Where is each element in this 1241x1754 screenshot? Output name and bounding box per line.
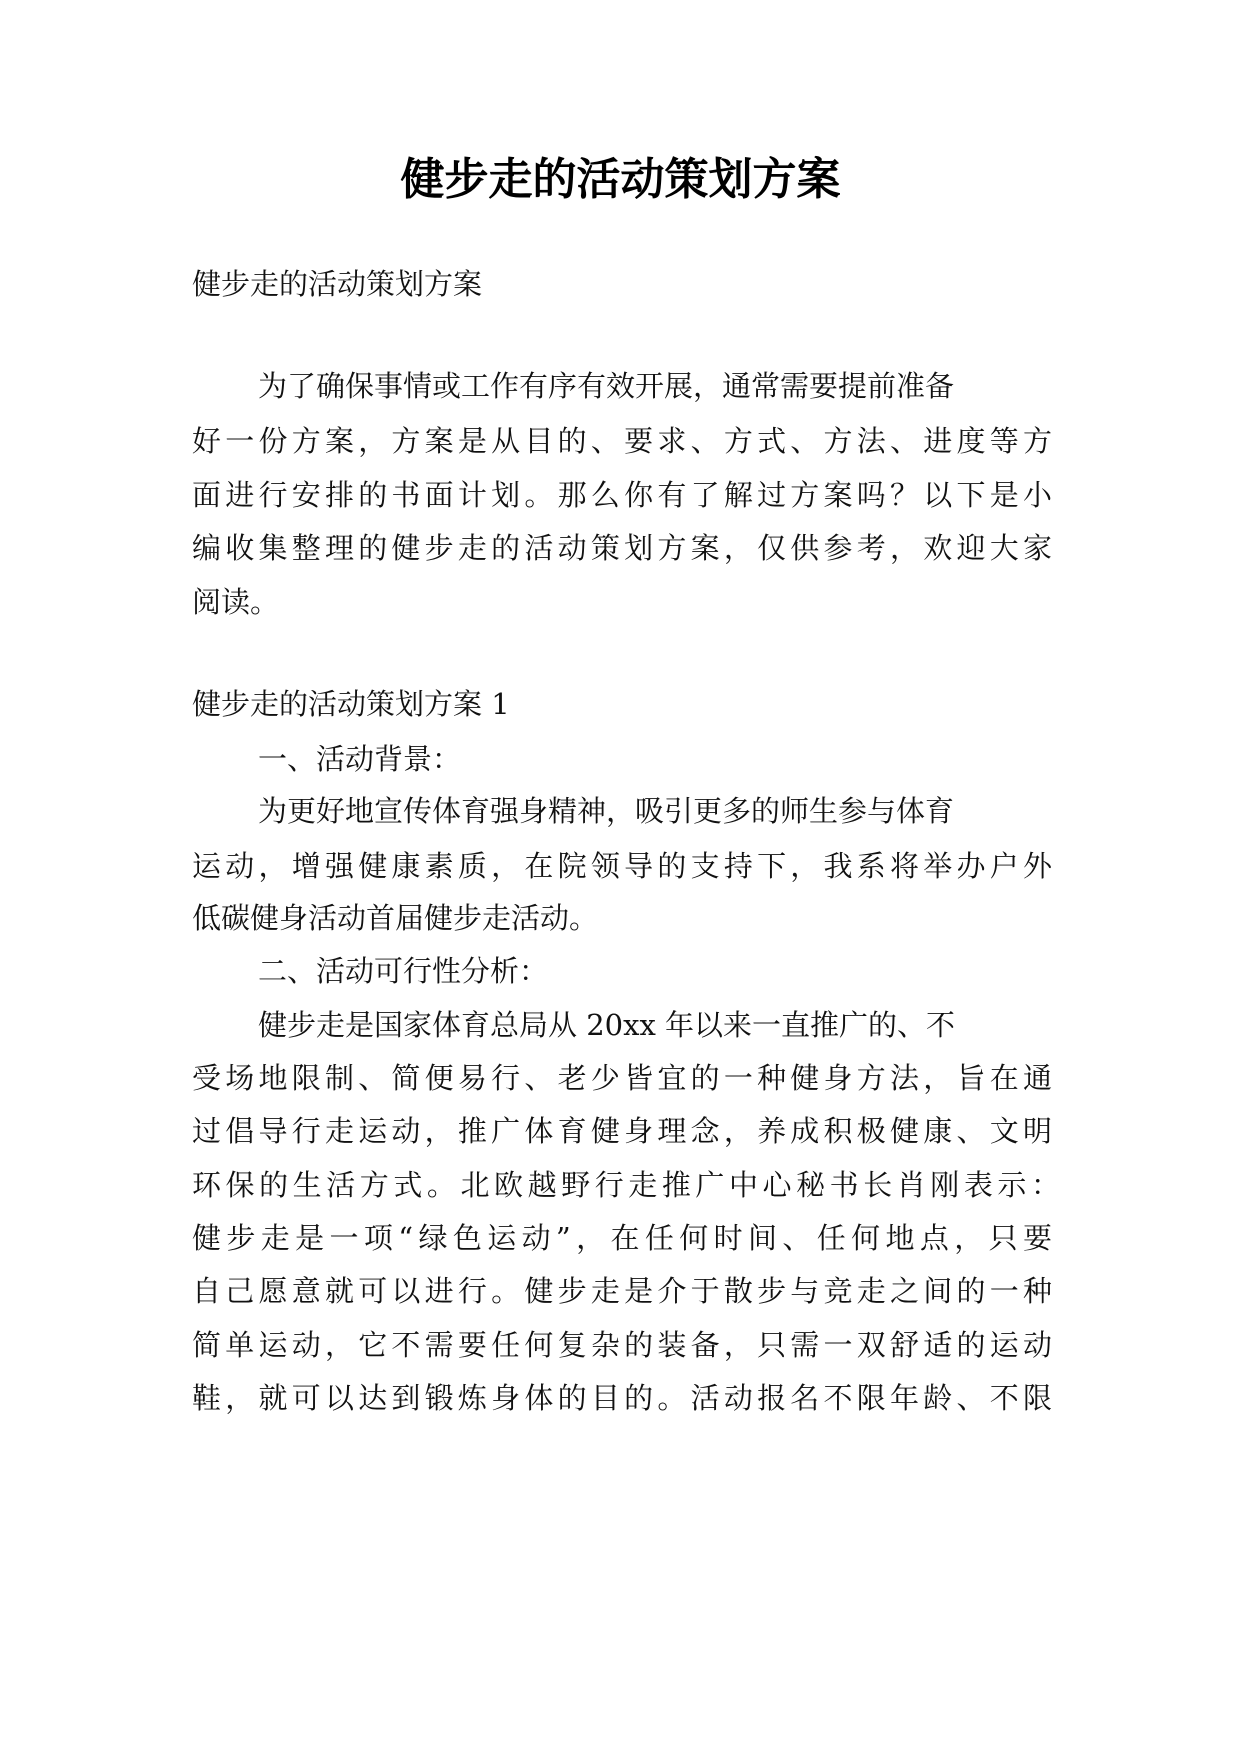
section-heading: 二、活动可行性分析：: [258, 954, 549, 988]
body-line: 自己愿意就可以进行。健步走是介于散步与竞走之间的一种: [192, 1274, 1052, 1308]
body-line: 受场地限制、简便易行、老少皆宜的一种健身方法，旨在通: [192, 1061, 1052, 1095]
body-line: 低碳健身活动首届健步走活动。: [192, 901, 599, 935]
intro-line: 阅读。: [192, 585, 280, 619]
document-title: 健步走的活动策划方案: [400, 154, 841, 205]
document-subtitle: 健步走的活动策划方案: [192, 267, 483, 301]
intro-line: 好一份方案，方案是从目的、要求、方式、方法、进度等方: [192, 424, 1052, 458]
body-line: 环保的生活方式。北欧越野行走推广中心秘书长肖刚表示：: [192, 1168, 1060, 1202]
body-line: 健步走是国家体育总局从 20xx 年以来一直推广的、不: [258, 1008, 956, 1042]
intro-line: 编收集整理的健步走的活动策划方案，仅供参考，欢迎大家: [192, 531, 1052, 565]
intro-line: 面进行安排的书面计划。那么你有了解过方案吗？以下是小: [192, 478, 1052, 512]
body-line: 健步走是一项“绿色运动”，在任何时间、任何地点，只要: [192, 1221, 1052, 1255]
body-line: 简单运动，它不需要任何复杂的装备，只需一双舒适的运动: [192, 1328, 1052, 1362]
body-line: 过倡导行走运动，推广体育健身理念，养成积极健康、文明: [192, 1114, 1052, 1148]
intro-line: 为了确保事情或工作有序有效开展，通常需要提前准备: [258, 369, 955, 403]
section-title: 健步走的活动策划方案 1: [192, 687, 510, 721]
body-line: 为更好地宣传体育强身精神，吸引更多的师生参与体育: [258, 794, 955, 828]
body-line: 运动，增强健康素质，在院领导的支持下，我系将举办户外: [192, 849, 1052, 883]
body-line: 鞋，就可以达到锻炼身体的目的。活动报名不限年龄、不限: [192, 1381, 1052, 1415]
section-heading: 一、活动背景：: [258, 742, 462, 776]
